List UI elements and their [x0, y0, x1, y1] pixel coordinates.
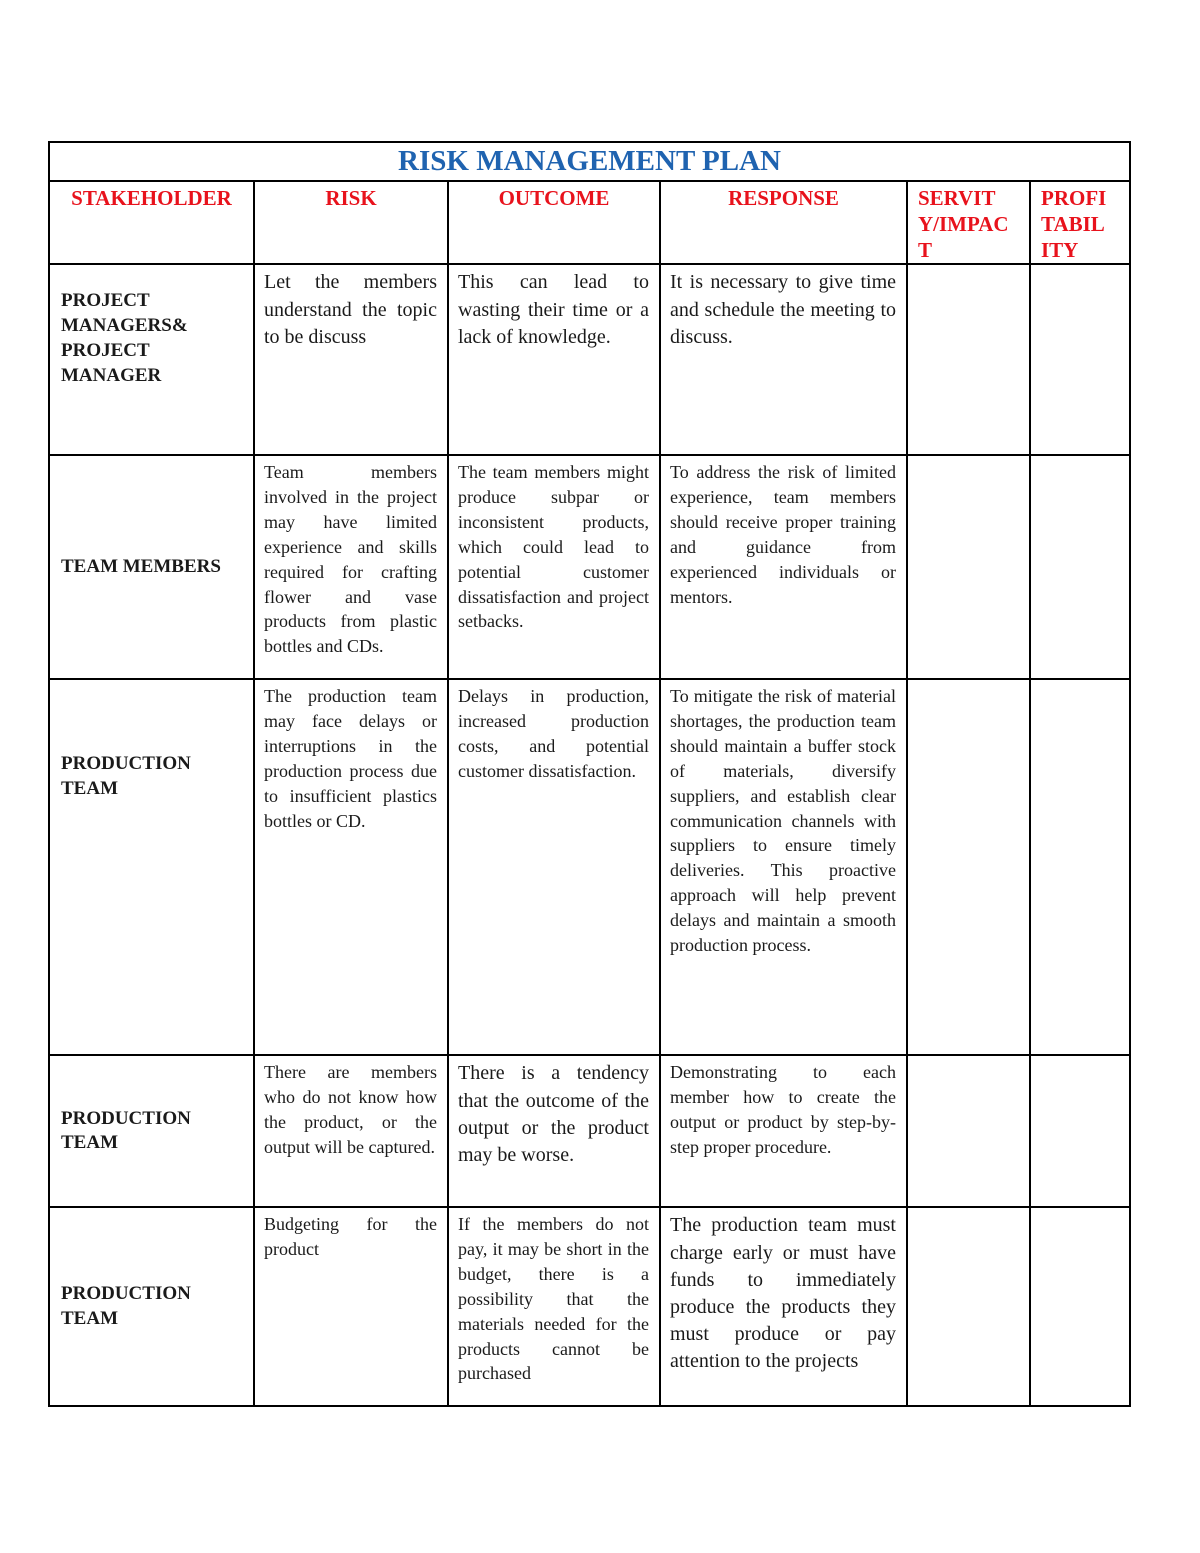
page-title: RISK MANAGEMENT PLAN: [398, 145, 781, 177]
header-stakeholder: STAKEHOLDER: [49, 181, 254, 264]
header-outcome: OUTCOME: [448, 181, 660, 264]
severity-cell: [907, 679, 1030, 1055]
outcome-cell: Delays in production, increased production costs, and potential customer dissatisfaction.: [448, 679, 660, 1055]
profitability-cell: [1030, 264, 1130, 455]
header-response: RESPONSE: [660, 181, 907, 264]
risk-cell: There are members who do not know how the product, or the output will be captured.: [254, 1055, 448, 1207]
response-cell: It is necessary to give time and schedule the meeting to discuss.: [660, 264, 907, 455]
table-row: [49, 1207, 1130, 1406]
profitability-cell: [1030, 1207, 1130, 1406]
stakeholder-cell: TEAM MEMBERS: [49, 455, 254, 679]
table-row: [49, 264, 1130, 455]
header-profitability: PROFI TABIL ITY: [1030, 181, 1130, 264]
stakeholder-cell: PRODUCTION TEAM: [49, 1207, 254, 1406]
table-row: [49, 679, 1130, 1055]
response-cell: To address the risk of limited experience, team members should receive proper training and guidance from experienced individuals or mentors.: [660, 455, 907, 679]
risk-cell: Let the members understand the topic to be discuss: [254, 264, 448, 455]
table-row: [49, 455, 1130, 679]
outcome-cell: There is a tendency that the outcome of the output or the product may be worse.: [448, 1055, 660, 1207]
response-cell: To mitigate the risk of material shortages, the production team should maintain a buffer stock of materials, diversify suppliers, and establish clear communication channels with suppliers to ensure timely deliveries. This proactive approach will help prevent delays and maintain a smooth production process.: [660, 679, 907, 1055]
risk-cell: The production team may face delays or interruptions in the production process due to insufficient plastics bottles or CD.: [254, 679, 448, 1055]
outcome-cell: The team members might produce subpar or inconsistent products, which could lead to potential customer dissatisfaction and project setbacks.: [448, 455, 660, 679]
header-severity: SERVIT Y/IMPAC T: [907, 181, 1030, 264]
severity-cell: [907, 1055, 1030, 1207]
table-row: [49, 1055, 1130, 1207]
title-cell: [49, 142, 1130, 181]
stakeholder-cell: PRODUCTION TEAM: [49, 679, 254, 1055]
profitability-cell: [1030, 1055, 1130, 1207]
profitability-cell: [1030, 455, 1130, 679]
stakeholder-cell: PROJECT MANAGERS& PROJECT MANAGER: [49, 264, 254, 455]
response-cell: The production team must charge early or must have funds to immediately produce the products they must produce or pay attention to the projects: [660, 1207, 907, 1406]
risk-cell: Budgeting for the product: [254, 1207, 448, 1406]
outcome-cell: If the members do not pay, it may be short in the budget, there is a possibility that the materials needed for the products cannot be purchased: [448, 1207, 660, 1406]
severity-cell: [907, 264, 1030, 455]
header-row: [49, 181, 1130, 264]
title-row: [49, 142, 1130, 181]
severity-cell: [907, 1207, 1030, 1406]
stakeholder-cell: PRODUCTION TEAM: [49, 1055, 254, 1207]
profitability-cell: [1030, 679, 1130, 1055]
severity-cell: [907, 455, 1030, 679]
risk-cell: Team members involved in the project may have limited experience and skills required for crafting flower and vase products from plastic bottles and CDs.: [254, 455, 448, 679]
outcome-cell: This can lead to wasting their time or a lack of knowledge.: [448, 264, 660, 455]
risk-management-table: [48, 141, 1131, 1407]
header-risk: RISK: [254, 181, 448, 264]
response-cell: Demonstrating to each member how to create the output or product by step-by-step proper procedure.: [660, 1055, 907, 1207]
